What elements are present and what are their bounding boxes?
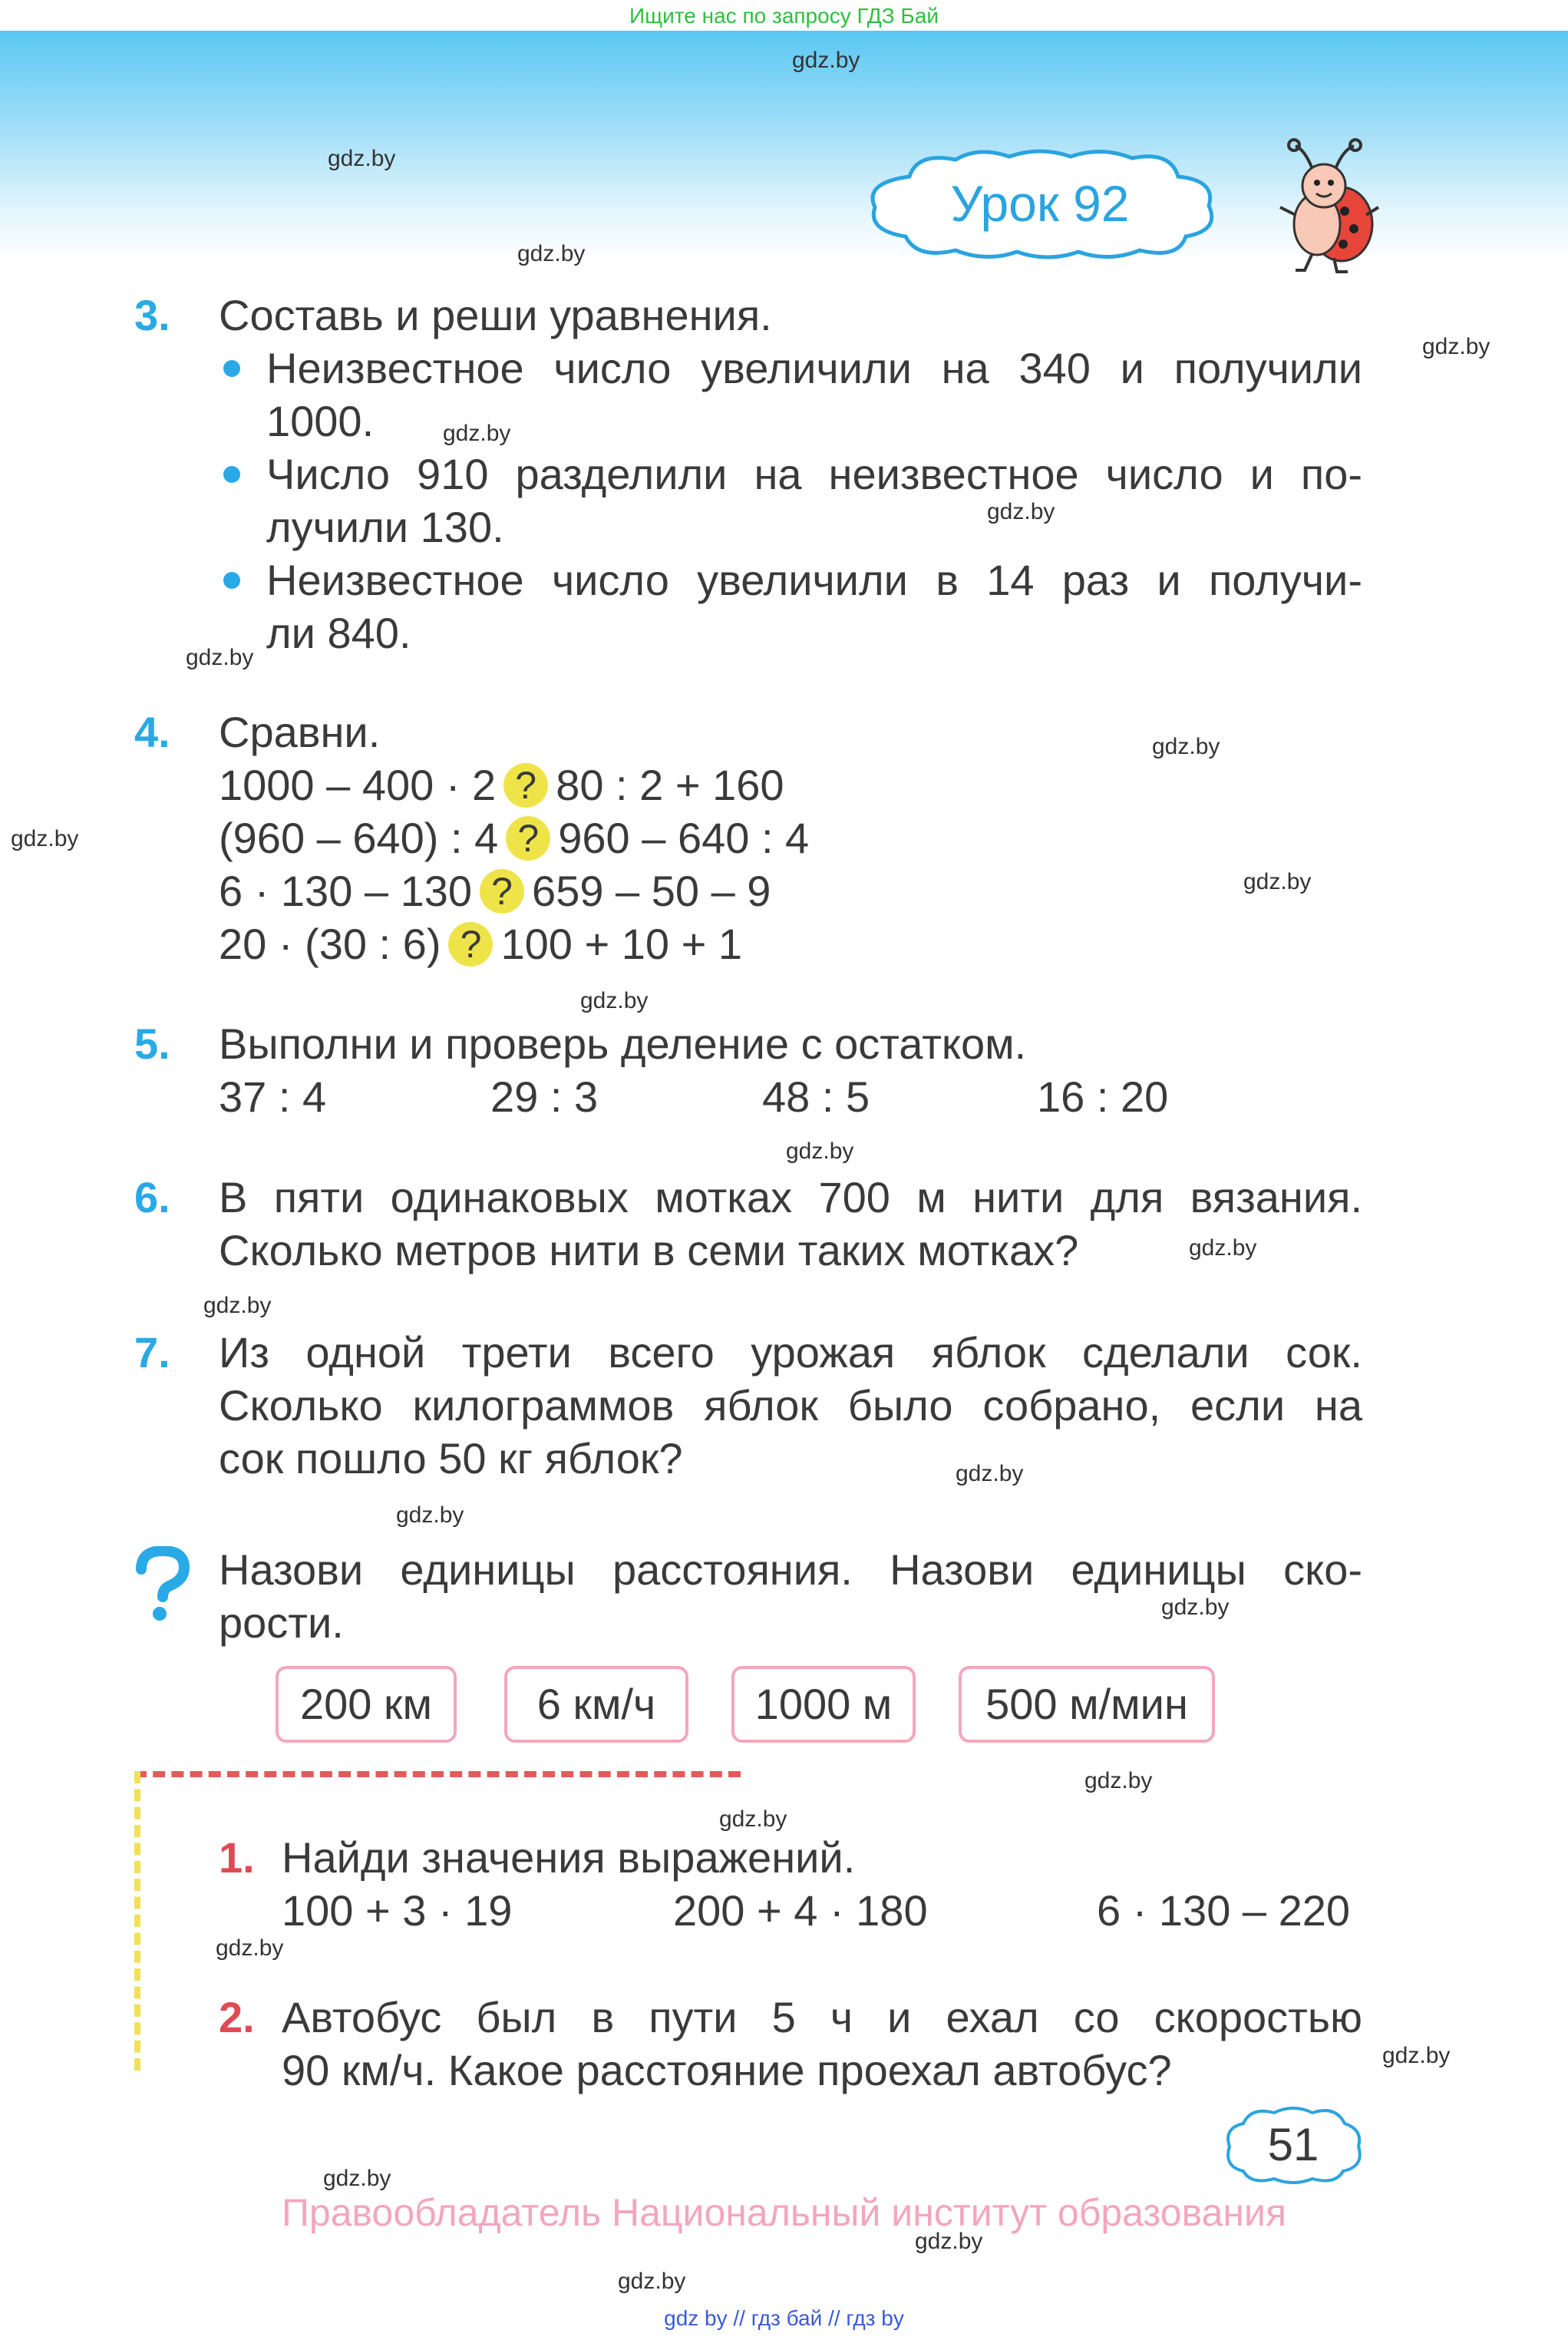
compare-row <box>219 917 1362 970</box>
question-text: рости. <box>219 1598 344 1647</box>
bullet-text: Неизвестное число увеличили в 14 раз и получи- <box>266 556 1362 604</box>
question-block <box>134 1543 1362 1658</box>
bullet-item <box>219 554 1362 659</box>
bullet-text: Число 910 разделили на неизвестное число и по- <box>266 450 1362 498</box>
task-number: 3. <box>134 291 170 339</box>
question-mark-icon: ? <box>480 869 524 914</box>
compare-right: 960 – 640 : 4 <box>558 814 810 862</box>
watermark: gdz.by <box>216 1935 284 1961</box>
watermark: gdz.by <box>987 499 1055 524</box>
task-number: 5. <box>134 1020 170 1068</box>
homework-number: 2. <box>219 1993 255 2041</box>
watermark: gdz.by <box>580 988 649 1013</box>
question-mark-icon: ? <box>506 816 550 861</box>
bullet-text: 1000. <box>266 397 375 445</box>
question-mark-icon: ? <box>448 922 493 967</box>
task-title: Выполни и проверь деление с остатком. <box>219 1020 1027 1068</box>
unit-chip: 6 км/ч <box>504 1666 688 1743</box>
task-6 <box>134 1171 1362 1286</box>
homework-text: 90 км/ч. Какое расстояние проехал автобус? <box>282 2046 1172 2094</box>
task-3 <box>134 289 1362 657</box>
expression-item: 6 · 130 – 220 <box>1097 1886 1351 1935</box>
task-text: В пяти одинаковых мотках 700 м нити для вязания. <box>219 1173 1362 1221</box>
task-number: 6. <box>134 1173 170 1221</box>
bullet-text: лучили 130. <box>266 503 504 551</box>
compare-row <box>219 759 1362 811</box>
compare-right: 80 : 2 + 160 <box>556 761 784 809</box>
watermark: gdz.by <box>1161 1595 1230 1620</box>
homework-number: 1. <box>219 1833 255 1882</box>
bullet-item <box>219 342 1362 448</box>
compare-left: 6 · 130 – 130 <box>219 867 473 915</box>
task-number: 4. <box>134 708 170 756</box>
compare-left: 1000 – 400 · 2 <box>219 761 497 809</box>
homework-1 <box>134 1831 1362 1946</box>
division-item: 16 : 20 <box>1037 1072 1169 1121</box>
unit-chip: 1000 м <box>731 1666 916 1743</box>
division-items <box>219 1070 1362 1123</box>
watermark: gdz.by <box>719 1806 787 1832</box>
top-banner[interactable]: Ищите нас по запросу ГДЗ Бай <box>629 4 939 28</box>
watermark: gdz.by <box>396 1502 464 1528</box>
watermark: gdz.by <box>1422 334 1490 359</box>
task-text: Сколько метров нити в семи таких мотках? <box>219 1226 1079 1274</box>
bullet-item <box>219 448 1362 554</box>
watermark: gdz.by <box>186 645 254 670</box>
bullet-dot-icon <box>223 572 240 589</box>
watermark: gdz.by <box>11 826 79 851</box>
question-mark-icon: ? <box>503 763 548 808</box>
watermark: gdz.by <box>956 1461 1024 1486</box>
task-text: сок пошло 50 кг яблок? <box>219 1434 683 1482</box>
task-5 <box>134 1017 1362 1132</box>
division-item: 37 : 4 <box>219 1072 327 1121</box>
watermark: gdz.by <box>1084 1768 1153 1793</box>
bullet-text: Неизвестное число увеличили на 340 и получили <box>266 344 1362 392</box>
expression-item: 200 + 4 · 180 <box>673 1886 928 1935</box>
watermark: gdz.by <box>323 2166 391 2191</box>
division-item: 48 : 5 <box>762 1072 870 1121</box>
watermark: gdz.by <box>517 241 586 266</box>
unit-chip: 500 м/мин <box>959 1666 1215 1743</box>
expression-items <box>282 1884 1362 1937</box>
task-title: Сравни. <box>219 708 381 756</box>
compare-left: (960 – 640) : 4 <box>219 814 499 862</box>
task-number: 7. <box>134 1328 170 1377</box>
watermark: gdz.by <box>328 146 396 171</box>
homework-2 <box>134 1991 1362 2106</box>
homework-border-top <box>134 1771 741 1777</box>
page-number: 51 <box>1267 2118 1319 2170</box>
task-title: Составь и реши уравнения. <box>219 291 772 339</box>
ladybug-mascot-icon <box>1274 138 1381 276</box>
compare-right: 100 + 10 + 1 <box>500 920 742 968</box>
watermark: gdz.by <box>1152 734 1220 759</box>
lesson-cloud <box>856 146 1224 261</box>
task-4 <box>134 706 1362 982</box>
task-7 <box>134 1326 1362 1495</box>
watermark: gdz.by <box>203 1293 272 1318</box>
compare-right: 659 – 50 – 9 <box>532 867 771 915</box>
watermark: gdz.by <box>792 48 860 73</box>
task-text: Сколько килограммов яблок было собрано, если на <box>219 1381 1362 1429</box>
copyright-notice: Правообладатель Национальный институт образования <box>281 2191 1287 2234</box>
homework-title: Найди значения выражений. <box>282 1833 856 1882</box>
watermark: gdz.by <box>786 1139 854 1164</box>
bullet-text: ли 840. <box>266 609 411 657</box>
watermark: gdz.by <box>618 2269 686 2294</box>
compare-row <box>219 811 1362 864</box>
compare-row <box>219 864 1362 917</box>
watermark: gdz.by <box>1189 1235 1257 1261</box>
footer-links[interactable]: gdz by // гдз бай // гдз by <box>664 2306 904 2330</box>
bullet-dot-icon <box>223 466 240 483</box>
expression-item: 100 + 3 · 19 <box>282 1886 513 1935</box>
watermark: gdz.by <box>915 2229 983 2254</box>
task-text: Из одной трети всего урожая яблок сделали сок. <box>219 1328 1362 1377</box>
question-text: Назови единицы расстояния. Назови единицы ско- <box>219 1545 1362 1594</box>
unit-chip: 200 км <box>276 1666 457 1743</box>
watermark: gdz.by <box>1243 869 1312 894</box>
bullet-dot-icon <box>223 360 240 377</box>
division-item: 29 : 3 <box>490 1072 599 1121</box>
watermark: gdz.by <box>443 421 511 446</box>
compare-left: 20 · (30 : 6) <box>219 920 441 968</box>
watermark: gdz.by <box>1382 2043 1451 2068</box>
homework-text: Автобус был в пути 5 ч и ехал со скоростью <box>282 1993 1362 2041</box>
page-number-badge <box>1220 2102 1366 2186</box>
lesson-title: Урок 92 <box>950 175 1130 232</box>
